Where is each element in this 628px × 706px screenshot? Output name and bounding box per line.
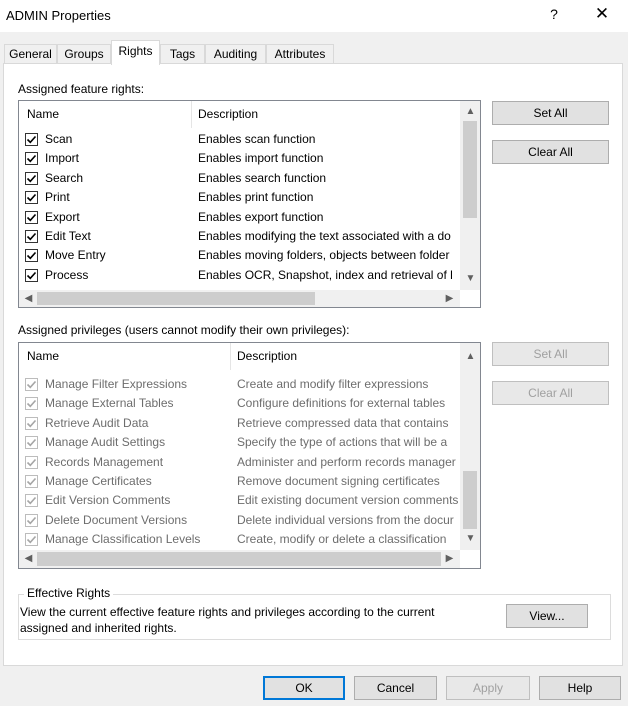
row-description: Enables import function [198,151,324,166]
row-description: Enables modifying the text associated with a do [198,229,451,243]
list-item[interactable] [19,395,459,414]
row-checkbox[interactable] [25,269,38,282]
privileges-list[interactable] [18,342,481,569]
row-checkbox[interactable] [25,230,38,243]
list-item[interactable] [19,473,459,492]
scroll-up-icon[interactable]: ▲ [465,351,476,362]
tab-groups[interactable]: Groups [57,44,111,64]
row-description: Create, modify or delete a classification [237,532,447,547]
list-header [19,343,459,370]
list-header [19,101,459,128]
list-item[interactable] [19,170,459,189]
list-item[interactable] [19,150,459,169]
privileges-label: Assigned privileges (users cannot modify their own privileges): [18,323,350,337]
scroll-thumb[interactable] [463,471,477,529]
row-checkbox [25,378,38,391]
scroll-left-icon[interactable]: ◀ [24,293,33,304]
list-item[interactable] [19,415,459,434]
list-item[interactable] [19,376,459,395]
column-header-name[interactable]: Name [27,349,60,363]
row-checkbox[interactable] [25,172,38,185]
list-item[interactable] [19,512,459,531]
list-item[interactable] [19,267,459,286]
view-button[interactable]: View... [506,604,588,628]
list-item[interactable] [19,454,459,473]
row-name: Import [45,151,80,166]
row-name: Search [45,170,84,185]
tab-auditing[interactable]: Auditing [205,44,266,64]
row-name: Manage Classification Levels [45,532,201,547]
row-name: Edit Text [45,229,91,243]
row-description: Enables moving folders, objects between folder [198,248,450,263]
list-item[interactable] [19,531,459,550]
row-name: Print [45,190,70,205]
scroll-down-icon[interactable]: ▼ [465,533,476,544]
row-checkbox[interactable] [25,249,38,262]
row-name: Records Management [45,454,164,469]
list-item[interactable] [19,434,459,453]
list-item[interactable] [19,189,459,208]
scroll-thumb[interactable] [37,292,315,305]
feature-clear-all-button[interactable]: Clear All [492,140,609,164]
row-name: Retrieve Audit Data [45,415,149,430]
scroll-thumb[interactable] [37,552,441,566]
scroll-down-icon[interactable]: ▼ [465,273,476,284]
list-item[interactable] [19,247,459,266]
help-icon[interactable]: ? [550,6,558,22]
list-item[interactable] [19,209,459,228]
row-checkbox [25,514,38,527]
column-header-description[interactable]: Description [198,107,259,121]
row-name: Delete Document Versions [45,512,188,527]
row-description: Delete individual versions from the docur [237,512,454,527]
cancel-button[interactable]: Cancel [354,676,437,700]
apply-button[interactable]: Apply [446,676,530,700]
list-item[interactable] [19,228,459,247]
rights-panel [3,63,623,666]
row-name: Process [45,267,89,282]
ok-button[interactable]: OK [263,676,345,700]
effective-rights-text-line2: assigned and inherited rights. [20,621,177,635]
row-name: Scan [45,132,73,146]
row-checkbox [25,397,38,410]
row-name: Move Entry [45,248,106,263]
list-item[interactable] [19,492,459,511]
row-description: Edit existing document version comments [237,493,459,508]
scroll-right-icon[interactable]: ▶ [445,553,454,564]
row-checkbox [25,494,38,507]
tab-attributes[interactable]: Attributes [266,44,334,64]
row-name: Export [45,209,80,224]
row-checkbox [25,533,38,546]
row-checkbox [25,436,38,449]
row-description: Enables OCR, Snapshot, index and retrieval of l [198,267,453,282]
row-name: Edit Version Comments [45,493,171,508]
scroll-up-icon[interactable]: ▲ [465,106,476,117]
vertical-scrollbar[interactable] [460,343,480,550]
horizontal-scrollbar[interactable] [19,290,460,307]
row-name: Manage Audit Settings [45,435,166,450]
row-description: Configure definitions for external tables [237,396,446,411]
row-description: Administer and perform records manager [237,454,456,469]
column-header-name[interactable]: Name [27,107,60,121]
row-description: Enables export function [198,209,324,224]
row-name: Manage Filter Expressions [45,377,188,391]
scroll-thumb[interactable] [463,121,477,218]
row-description: Enables print function [198,190,314,205]
help-button[interactable]: Help [539,676,621,700]
row-description: Enables scan function [198,132,316,146]
row-checkbox [25,475,38,488]
feature-set-all-button[interactable]: Set All [492,101,609,125]
close-icon[interactable]: ✕ [594,4,610,23]
window-title: ADMIN Properties [6,8,111,23]
tab-tags[interactable]: Tags [160,44,205,64]
title-bar [0,0,628,32]
effective-rights-text-line1: View the current effective feature rights and privileges according to the current [20,605,435,619]
column-header-description[interactable]: Description [237,349,298,363]
scroll-left-icon[interactable]: ◀ [24,553,33,564]
row-checkbox[interactable] [25,211,38,224]
row-description: Retrieve compressed data that contains [237,415,449,430]
tab-rights[interactable]: Rights [111,40,160,65]
scroll-right-icon[interactable]: ▶ [445,293,454,304]
row-checkbox [25,456,38,469]
vertical-scrollbar[interactable] [460,101,480,290]
privileges-set-all-button[interactable]: Set All [492,342,609,366]
horizontal-scrollbar[interactable] [19,550,460,568]
row-description: Enables search function [198,170,327,185]
row-name: Manage Certificates [45,474,152,488]
effective-rights-title: Effective Rights [24,586,113,600]
row-checkbox[interactable] [25,191,38,204]
list-item[interactable] [19,131,459,150]
privileges-clear-all-button[interactable]: Clear All [492,381,609,405]
tab-general[interactable]: General [4,44,57,64]
row-description: Create and modify filter expressions [237,377,429,391]
row-description: Remove document signing certificates [237,474,440,488]
feature-rights-label: Assigned feature rights: [18,82,145,96]
row-name: Manage External Tables [45,396,174,411]
row-checkbox [25,417,38,430]
row-checkbox[interactable] [25,133,38,146]
row-description: Specify the type of actions that will be a [237,435,448,450]
row-checkbox[interactable] [25,152,38,165]
feature-rights-list[interactable] [18,100,481,308]
